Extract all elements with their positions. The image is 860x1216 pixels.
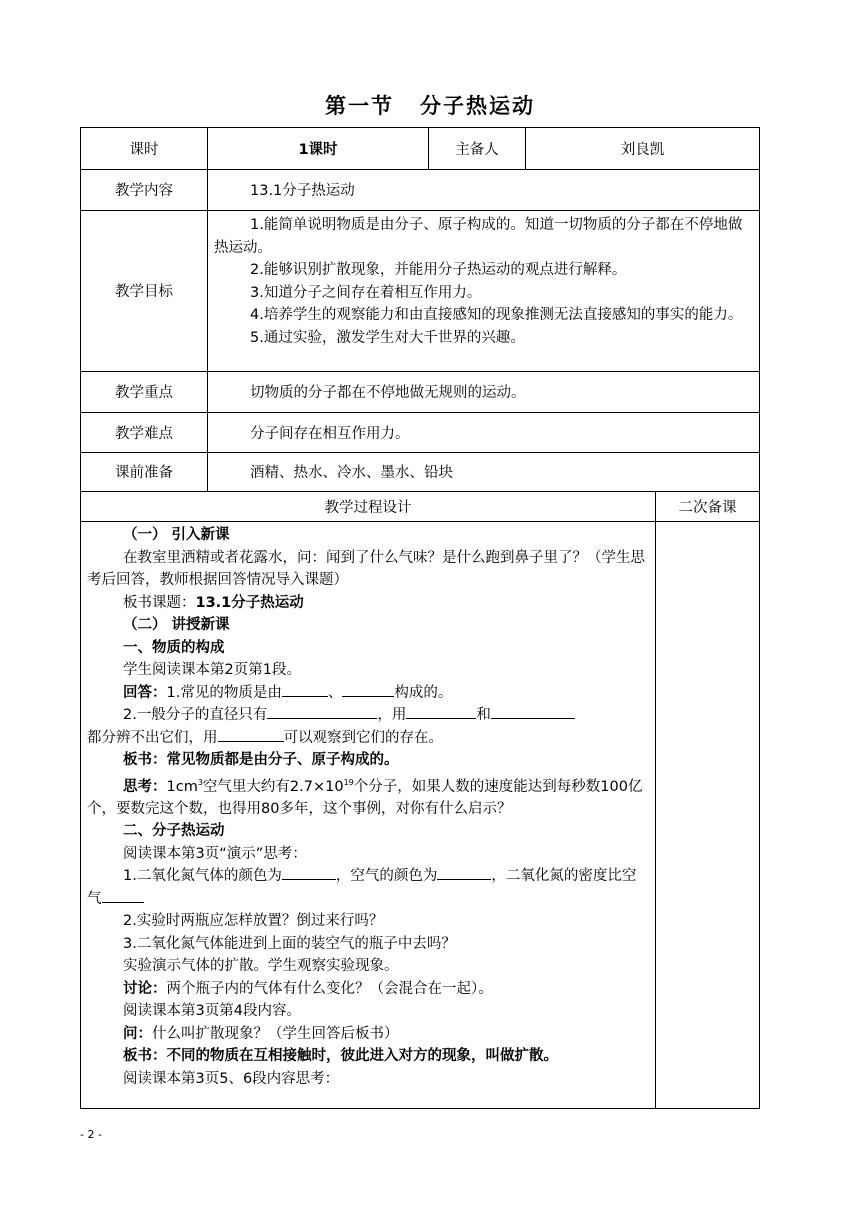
section-heading: （二） 讲授新课 [123,617,230,633]
paragraph: 学生阅读课本第2页第1段。 [123,662,301,678]
period-value: 1课时 [208,128,429,169]
process-header [81,491,759,522]
key-row [81,371,759,413]
goal-item: 1.能简单说明物质是由分子、原子构成的。知道一切物质的分子都在不停地做热运动。 [214,217,743,256]
paragraph: 3.二氧化氮气体能进到上面的装空气的瓶子中去吗？ [123,935,456,952]
content-value: 13.1分子热运动 [250,183,355,199]
goals-list [208,210,759,371]
paragraph: 板书：常见物质都是由分子、原子构成的。 [123,752,399,768]
key-label: 教学重点 [81,371,208,412]
prep-label: 课前准备 [81,452,208,491]
difficulty-label: 教学难点 [81,412,208,452]
preparer-value: 刘良凯 [620,142,665,158]
prep-row [81,452,759,491]
paragraph: 阅读课本第3页第4段内容。 [123,1003,301,1020]
page-title: 第一节 分子热运动 [325,94,535,118]
difficulty-value: 分子间存在相互作用力。 [250,425,410,442]
paragraph: 讨论：两个瓶子内的气体有什么变化？（会混合在一起）。 [123,980,493,997]
paragraph: 思考：$1cm^3$空气里大约有$2.7\times 10^{19}$个分子，如果人数的速度能达到每秒数100亿个，要数完这个数，也得用80多年，这个事例，对你有什么启示？ [87,777,643,817]
goal-item: 5.通过实验，激发学生对大千世界的兴趣。 [250,329,525,346]
content-label: 教学内容 [81,169,208,210]
sub-heading: 一、物质的构成 [123,639,225,656]
difficulty-row [81,412,759,453]
goal-item: 4.培养学生的观察能力和由直接感知的现象推测无法直接感知的事实的能力。 [250,307,743,323]
period-label: 课时 [81,128,208,169]
goal-item: 2.能够识别扩散现象，并能用分子热运动的观点进行解释。 [250,262,627,278]
page-number: - 2 - [80,1128,102,1141]
goal-item: 3.知道分子之间存在着相互作用力。 [250,284,482,301]
paragraph: 阅读课本第3页“演示”思考： [123,845,307,862]
content-row [81,169,759,211]
paragraph: 问：什么叫扩散现象？（学生回答后板书） [123,1025,399,1042]
key-value: 切物质的分子都在不停地做无规则的运动。 [250,385,526,401]
process-header-main: 教学过程设计 [81,491,656,521]
paragraph: 板书：不同的物质在互相接触时，彼此进入对方的现象，叫做扩散。 [123,1048,558,1065]
process-header-side: 二次备课 [678,499,737,516]
preparer-label: 主备人 [429,128,526,169]
section-heading: （一） 引入新课 [123,527,230,543]
lesson-info-table [80,127,760,492]
paragraph: 1.二氧化氮气体的颜色为 ，空气的颜色为 ，二氧化氮的密度比空气 [87,865,649,910]
paragraph: 实验演示气体的扩散。学生观察实验现象。 [123,958,399,975]
prep-value: 酒精、热水、冷水、墨水、铅块 [250,465,453,481]
sub-heading: 二、分子热运动 [123,823,225,840]
paragraph: 2.一般分子的直径只有 ，用 和 都分辨不出它们，用 可以观察到它们的存在。 [87,704,649,749]
paragraph: 阅读课本第3页5、6段内容思考： [123,1070,340,1087]
process-content [87,524,649,1090]
process-table [80,491,760,1109]
paragraph: 2.实验时两瓶应怎样放置？倒过来行吗？ [123,913,384,930]
goals-row [81,210,759,372]
paragraph: 回答：1.常见的物质是由 、 构成的。 [87,682,649,705]
paragraph: 板书课题：13.1分子热运动 [123,594,304,611]
period-row [81,128,759,170]
goals-label: 教学目标 [81,210,208,371]
paragraph: 在教室里洒精或者花露水，问：闻到了什么气味？是什么跑到鼻子里了？（学生思考后回答，教师根据回答情况导入课题） [87,549,645,588]
